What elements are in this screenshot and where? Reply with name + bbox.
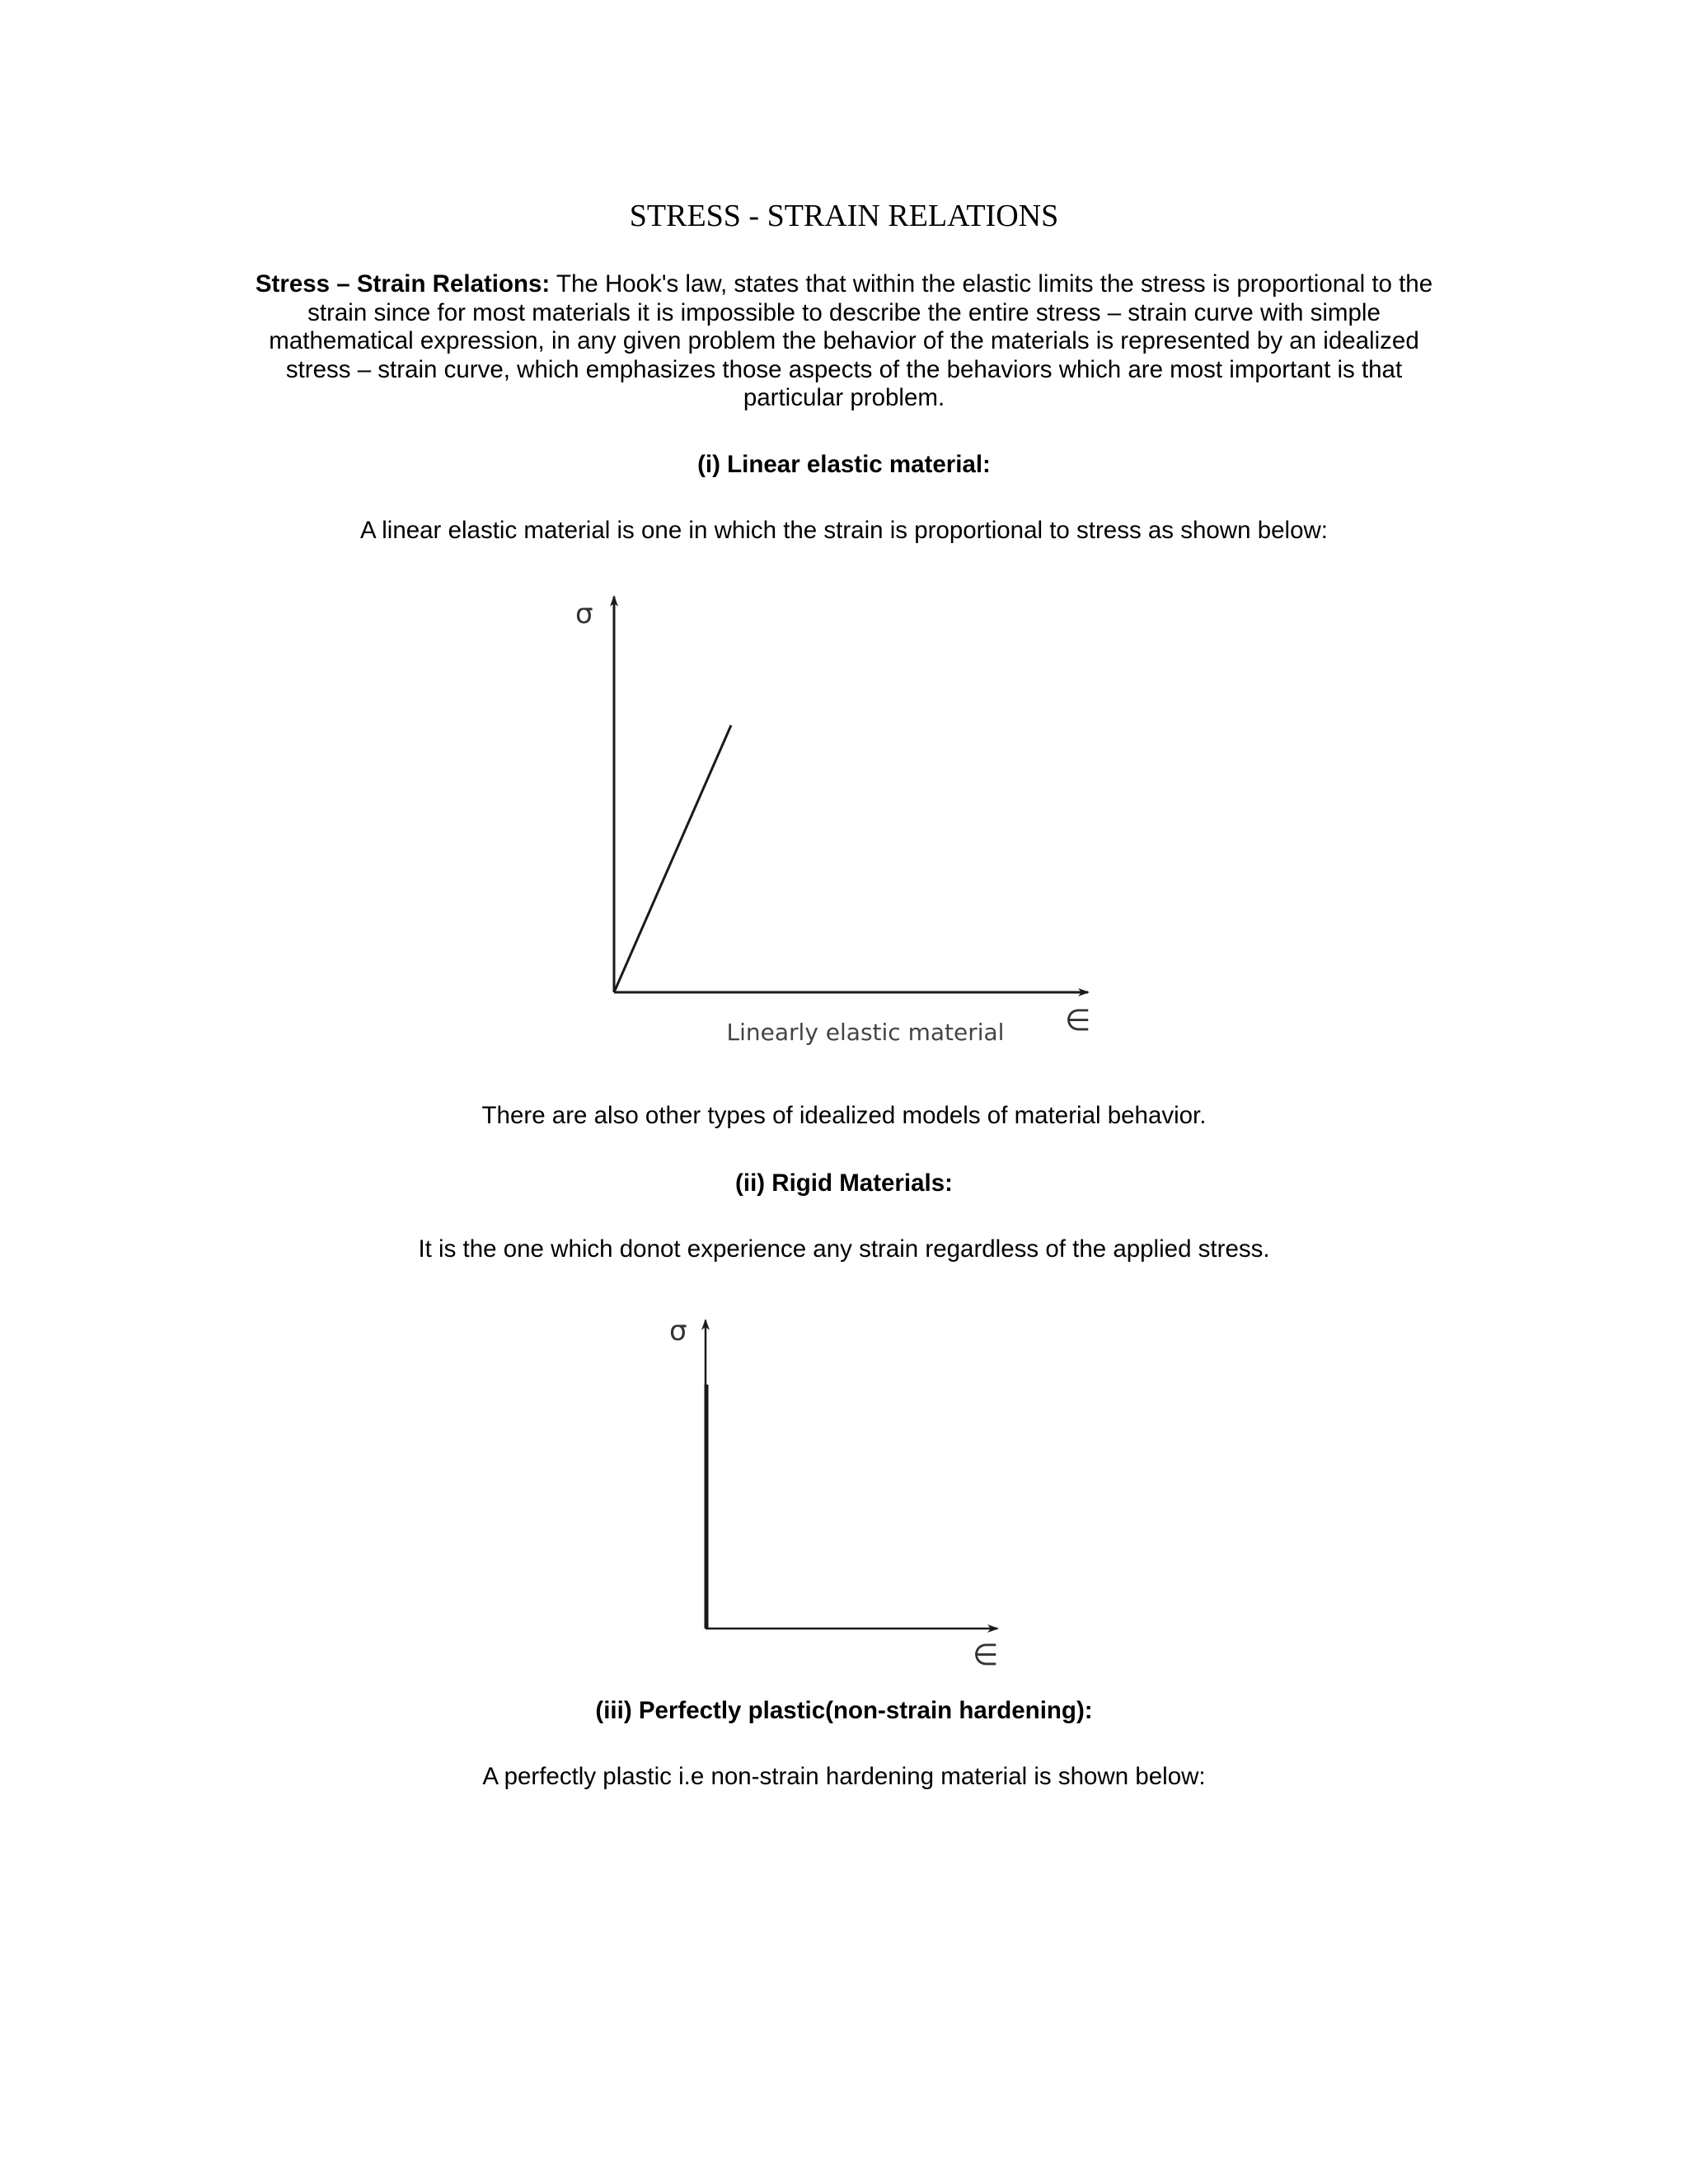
y-axis-symbol: σ (575, 598, 593, 630)
section-text-other-models: There are also other types of idealized models of material behavior. (481, 1102, 1207, 1129)
figure-linear-elastic (560, 585, 1121, 1063)
figure-rigid (651, 1310, 1030, 1673)
section-heading-linear-elastic: (i) Linear elastic material: (697, 451, 991, 478)
section-heading-rigid: (ii) Rigid Materials: (735, 1169, 953, 1197)
section-text-rigid: It is the one which donot experience any strain regardless of the applied stress. (418, 1235, 1270, 1263)
intro-body: The Hook's law, states that within the elastic limits the stress is proportional to the strain since for most materials it is impossible to describe the entire stress – strain curve with simple mathematical expression, in any given problem the behavior of the materials is represented by an idealized stress – strain curve, which emphasizes those aspects of the behaviors which are most important is that particular problem. (269, 270, 1433, 411)
figure-caption: Linearly elastic material (726, 1019, 1005, 1046)
x-axis-symbol: ∈ (973, 1638, 999, 1672)
section-heading-perfectly-plastic: (iii) Perfectly plastic(non-strain hardening): (595, 1697, 1093, 1724)
page-title: STRESS - STRAIN RELATIONS (629, 199, 1059, 233)
section-text-linear-elastic: A linear elastic material is one in which the strain is proportional to stress as shown below: (359, 517, 1328, 544)
intro-paragraph (239, 270, 1449, 413)
x-axis-symbol: ∈ (1065, 1004, 1091, 1038)
intro-lead: Stress – Strain Relations: (255, 270, 551, 298)
section-text-perfectly-plastic: A perfectly plastic i.e non-strain hardening material is shown below: (482, 1763, 1206, 1790)
stress-strain-line (614, 725, 731, 992)
y-axis-symbol: σ (669, 1315, 687, 1347)
